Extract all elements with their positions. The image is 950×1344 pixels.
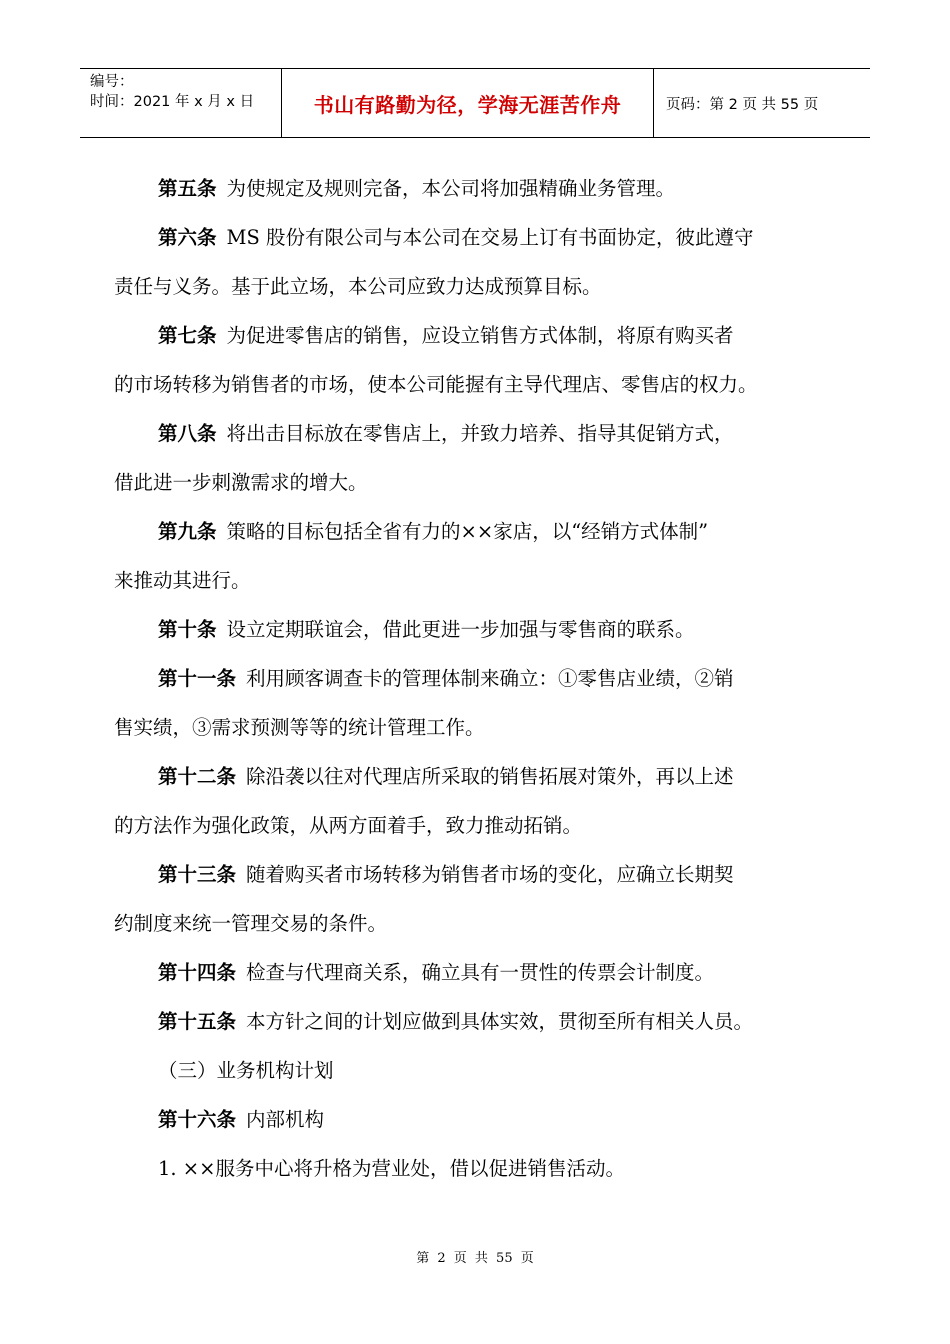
document-body <box>114 164 844 1193</box>
article-label: 第十二条 <box>158 765 237 788</box>
article-text: 利用顾客调查卡的管理体制来确立：①零售店业绩，②销 <box>246 667 734 690</box>
article-text-cont: 责任与义务。基于此立场，本公司应致力达成预算目标。 <box>114 275 602 298</box>
article-text-cont: 借此进一步刺激需求的增大。 <box>114 471 368 494</box>
article-label: 第六条 <box>158 226 217 249</box>
header-page-code: 页码：第 2 页 共 55 页 <box>666 96 819 113</box>
article-text: 本方针之间的计划应做到具体实效，贯彻至所有相关人员。 <box>246 1010 754 1033</box>
article-text: 检查与代理商关系，确立具有一贯性的传票会计制度。 <box>246 961 715 984</box>
article-5 <box>114 164 844 213</box>
article-15 <box>114 997 844 1046</box>
article-label: 第十条 <box>158 618 217 641</box>
article-11 <box>114 654 844 752</box>
article-label: 第五条 <box>158 177 217 200</box>
article-7 <box>114 311 844 409</box>
article-8 <box>114 409 844 507</box>
article-label: 第十一条 <box>158 667 237 690</box>
article-label: 第八条 <box>158 422 217 445</box>
article-label: 第十三条 <box>158 863 237 886</box>
article-label: 第九条 <box>158 520 217 543</box>
article-12 <box>114 752 844 850</box>
article-text-cont: 的方法作为强化政策，从两方面着手，致力推动拓销。 <box>114 814 583 837</box>
article-label: 第十五条 <box>158 1010 237 1033</box>
article-text: 为使规定及规则完备，本公司将加强精确业务管理。 <box>226 177 676 200</box>
article-text: 设立定期联谊会，借此更进一步加强与零售商的联系。 <box>226 618 695 641</box>
article-10 <box>114 605 844 654</box>
article-text-cont: 售实绩，③需求预测等等的统计管理工作。 <box>114 716 485 739</box>
article-text: 除沿袭以往对代理店所采取的销售拓展对策外，再以上述 <box>246 765 734 788</box>
article-text: 为促进零售店的销售，应设立销售方式体制，将原有购买者 <box>226 324 734 347</box>
list-item: 1. ××服务中心将升格为营业处，借以促进销售活动。 <box>158 1157 625 1180</box>
number-label: 编号： <box>90 74 134 90</box>
article-text: 随着购买者市场转移为销售者市场的变化，应确立长期契 <box>246 863 734 886</box>
article-14 <box>114 948 844 997</box>
article-text: 内部机构 <box>246 1108 325 1131</box>
article-text: 策略的目标包括全省有力的××家店，以“经销方式体制” <box>226 520 709 543</box>
article-6 <box>114 213 844 311</box>
article-9 <box>114 507 844 605</box>
article-text: MS 股份有限公司与本公司在交易上订有书面协定，彼此遵守 <box>226 226 754 249</box>
page-header <box>80 68 870 138</box>
article-label: 第十四条 <box>158 961 237 984</box>
header-motto: 书山有路勤为径，学海无涯苦作舟 <box>282 69 654 137</box>
article-text-cont: 约制度来统一管理交易的条件。 <box>114 912 388 935</box>
page-footer: 第 2 页 共 55 页 <box>416 1251 534 1266</box>
article-text: 将出击目标放在零售店上，并致力培养、指导其促销方式， <box>226 422 734 445</box>
article-text-cont: 来推动其进行。 <box>114 569 251 592</box>
article-16 <box>114 1095 844 1144</box>
article-label: 第十六条 <box>158 1108 237 1131</box>
article-13 <box>114 850 844 948</box>
section-heading: （三）业务机构计划 <box>158 1059 334 1082</box>
article-label: 第七条 <box>158 324 217 347</box>
article-text-cont: 的市场转移为销售者的市场，使本公司能握有主导代理店、零售店的权力。 <box>114 373 758 396</box>
time-label: 时间：2021 年 x 月 x 日 <box>90 94 255 110</box>
header-meta <box>80 69 282 137</box>
